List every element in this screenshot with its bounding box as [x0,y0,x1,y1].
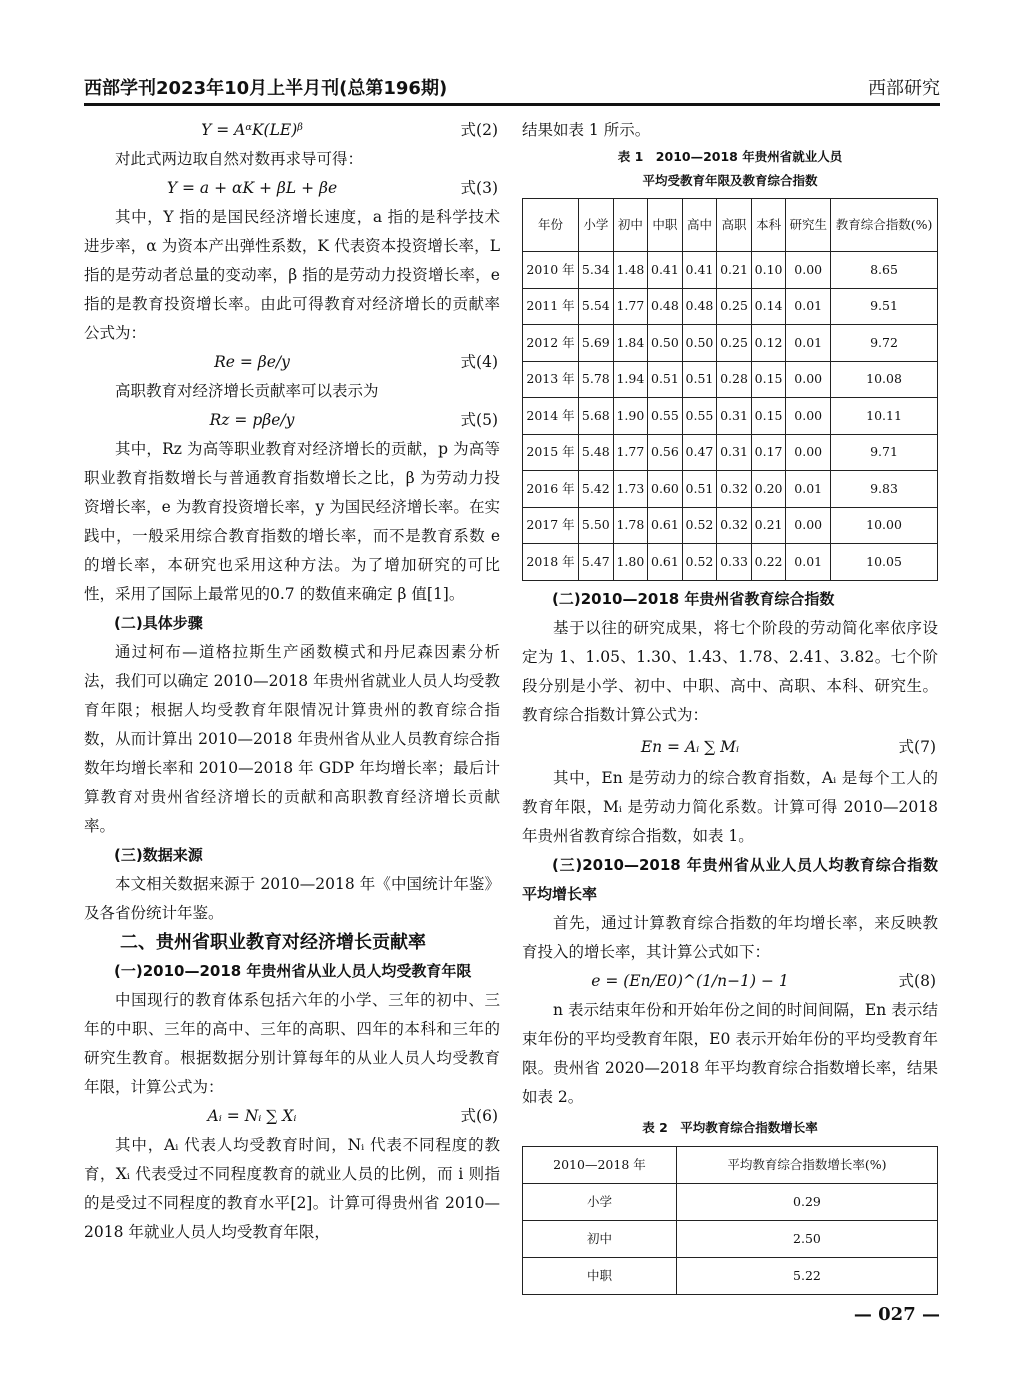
table-cell: 0.00 [786,507,831,544]
table-header-cell: 小学 [579,199,614,252]
table-cell: 0.32 [717,507,752,544]
running-header [84,72,940,102]
table-cell: 0.00 [786,361,831,398]
table-header-cell: 初中 [613,199,648,252]
equation-formula: e = (En/E0)^(1/n−1) − 1 [591,971,789,990]
table-cell: 2018 年 [523,544,579,581]
journal-issue: 西部学刊2023年10月上半月刊(总第196期) [84,78,448,99]
page-number: — 027 — [853,1304,940,1325]
table-cell: 1.80 [613,544,648,581]
section-heading: 二、贵州省职业教育对经济增长贡献率 [120,932,426,953]
table-cell: 0.50 [682,325,717,362]
table-cell: 0.50 [648,325,683,362]
table-cell: 1.48 [613,252,648,289]
equation-formula: Re = βe/y [214,353,290,371]
subsection-heading: (二)具体步骤 [114,614,203,632]
paragraph: 首先，通过计算教育综合指数的年均增长率，来反映教育投入的增长率，其计算公式如下： [522,913,938,961]
table-cell: 1.94 [613,361,648,398]
table-cell: 10.00 [831,507,938,544]
table-cell: 10.11 [831,398,938,435]
table-header-row [523,1146,938,1183]
table-cell: 0.51 [682,361,717,398]
table-cell: 5.42 [579,471,614,508]
table-row [523,1183,938,1220]
equation-7 [522,730,938,764]
table-header-cell: 高职 [717,199,752,252]
table-header-cell: 研究生 [786,199,831,252]
equation-3 [84,174,500,203]
table-cell: 10.08 [831,361,938,398]
table-cell: 9.83 [831,471,938,508]
table-1-caption [522,145,938,193]
table-cell: 0.01 [786,544,831,581]
table-cell: 5.47 [579,544,614,581]
equation-2 [84,116,500,145]
table-cell: 2010 年 [523,252,579,289]
table-cell: 2013 年 [523,361,579,398]
right-column [522,116,938,1295]
table-cell: 5.68 [579,398,614,435]
subsection-heading: (三)2010—2018 年贵州省从业人员人均教育综合指数平均增长率 [522,855,938,903]
paragraph: 通过柯布—道格拉斯生产函数模式和丹尼森因素分析法，我们可以确定 2010—2018 年贵州省就业人员人均受教育年限；根据人均受教育年限情况计算贵州的教育综合指数，从而计算出 2010—2018 年贵州省从业人员教育综合指数年均增长率和 2010—2018 年 GDP 年均增长率；最后计算教育对贵州省经济增长的贡献和高职教育经济增长贡献率。 [84,643,500,835]
equation-number: 式(2) [460,121,498,139]
table-cell: 0.21 [717,252,752,289]
table-cell: 0.21 [751,507,786,544]
header-rule [84,103,940,106]
table-cell: 2015 年 [523,434,579,471]
table-row [523,325,938,362]
table-header-cell: 中职 [648,199,683,252]
table-row [523,1220,938,1257]
subsection-heading: (三)数据来源 [114,846,203,864]
table-cell: 0.00 [786,398,831,435]
table-header-cell: 平均教育综合指数增长率(%) [676,1146,937,1183]
table-cell: 0.55 [648,398,683,435]
table-1-caption-line1: 表 1 2010—2018 年贵州省就业人员 [617,149,843,164]
table-cell: 0.10 [751,252,786,289]
table-cell: 2014 年 [523,398,579,435]
table-cell: 9.51 [831,288,938,325]
table-cell: 1.78 [613,507,648,544]
table-2-caption: 表 2 平均教育综合指数增长率 [642,1119,818,1135]
equation-formula: En = Aᵢ ∑ Mᵢ [640,737,740,756]
paragraph: 基于以往的研究成果，将七个阶段的劳动简化率依序设定为 1、1.05、1.30、1.43、1.78、2.41、3.82。七个阶段分别是小学、初中、中职、高中、高职、本科、研究生。教育综合指数计算公式为： [522,618,938,724]
paragraph: 中国现行的教育体系包括六年的小学、三年的初中、三年的中职、三年的高中、三年的高职、四年的本科和三年的研究生教育。根据数据分别计算每年的从业人员人均受教育年限，计算公式为： [84,991,500,1096]
table-1 [522,198,938,581]
table-header-cell: 2010—2018 年 [523,1146,677,1183]
equation-number: 式(8) [898,971,936,990]
paragraph: 对此式两边取自然对数再求导可得： [115,150,364,168]
equation-number: 式(5) [460,411,498,429]
table-row [523,507,938,544]
table-cell: 0.33 [717,544,752,581]
table-row [523,434,938,471]
equation-number: 式(6) [460,1107,498,1125]
table-cell: 1.77 [613,288,648,325]
equation-number: 式(3) [460,179,498,197]
table-cell: 0.55 [682,398,717,435]
table-cell: 1.84 [613,325,648,362]
table-cell: 0.52 [682,507,717,544]
table-row [523,361,938,398]
paragraph: 本文相关数据来源于 2010—2018 年《中国统计年鉴》及各省份统计年鉴。 [84,875,500,922]
table-cell: 0.41 [682,252,717,289]
equation-formula: Rz = pβe/y [209,411,295,429]
equation-number: 式(7) [898,737,936,756]
table-cell: 0.14 [751,288,786,325]
table-cell: 0.56 [648,434,683,471]
paragraph: 其中，Y 指的是国民经济增长速度，a 指的是科学技术进步率，α 为资本产出弹性系数，K 代表资本投资增长率，L 指的是劳动者总量的变动率，β 指的是劳动力投资增长率，e 指的是教育投资增长率。由此可得教育对经济增长的贡献率公式为： [84,208,500,342]
subsection-heading: (一)2010—2018 年贵州省从业人员人均受教育年限 [114,962,472,980]
table-2 [522,1146,938,1295]
paragraph: 其中，Aᵢ 代表人均受教育时间，Nᵢ 代表不同程度的教育，Xᵢ 代表受过不同程度教育的就业人员的比例，而 i 则指的是受过不同程度的教育水平[2]。计算可得贵州省 2010—2018 年就业人员人均受教育年限， [84,1136,500,1241]
left-column [84,116,500,1247]
equation-number: 式(4) [460,353,498,371]
table-cell: 2012 年 [523,325,579,362]
table-cell: 5.54 [579,288,614,325]
table-cell: 1.73 [613,471,648,508]
table-cell: 5.34 [579,252,614,289]
table-1-caption-line2: 平均受教育年限及教育综合指数 [642,173,818,188]
table-cell: 0.22 [751,544,786,581]
table-header-row [523,199,938,252]
table-cell: 10.05 [831,544,938,581]
table-cell: 9.72 [831,325,938,362]
equation-formula: Y = a + αK + βL + βe [166,179,338,197]
table-cell: 0.41 [648,252,683,289]
table-row [523,471,938,508]
table-cell: 0.32 [717,471,752,508]
table-cell: 0.25 [717,325,752,362]
table-cell: 0.15 [751,398,786,435]
table-cell: 0.28 [717,361,752,398]
paragraph: 高职教育对经济增长贡献率可以表示为 [115,382,379,400]
table-cell: 0.15 [751,361,786,398]
table-cell: 0.31 [717,434,752,471]
table-cell: 5.50 [579,507,614,544]
table-cell: 0.00 [786,252,831,289]
table-cell: 0.51 [648,361,683,398]
equation-8 [522,967,938,996]
table-cell: 0.61 [648,507,683,544]
table-row [523,252,938,289]
section-name: 西部研究 [868,78,940,99]
table-cell: 0.12 [751,325,786,362]
table-cell: 0.17 [751,434,786,471]
table-cell: 1.90 [613,398,648,435]
paragraph: 其中，Rz 为高等职业教育对经济增长的贡献，p 为高等职业教育指数增长与普通教育指数增长之比，β 为劳动力投资增长率，e 为教育投资增长率，y 为国民经济增长率。在实践中，一般采用综合教育指数的增长率，而不是教育系数 e 的增长率，本研究也采用这种方法。为了增加研究的可比性，采用了国际上最常见的0.7 的数值来确定 β 值[1]。 [84,440,500,603]
equation-formula: Y = AᵅK(LE)ᵝ [201,121,303,139]
table-cell: 2017 年 [523,507,579,544]
table-cell: 初中 [523,1220,677,1257]
table-cell: 5.22 [676,1257,937,1294]
subsection-heading: (二)2010—2018 年贵州省教育综合指数 [552,589,835,608]
table-cell: 0.20 [751,471,786,508]
table-cell: 小学 [523,1183,677,1220]
paragraph: 其中，En 是劳动力的综合教育指数，Aᵢ 是每个工人的教育年限，Mᵢ 是劳动力简化系数。计算可得 2010—2018 年贵州省教育综合指数，如表 1。 [522,768,938,845]
table-header-cell: 本科 [751,199,786,252]
table-cell: 5.78 [579,361,614,398]
table-cell: 0.25 [717,288,752,325]
table-cell: 中职 [523,1257,677,1294]
table-cell: 5.48 [579,434,614,471]
paragraph: n 表示结束年份和开始年份之间的时间间隔，En 表示结束年份的平均受教育年限，E0 表示开始年份的平均受教育年限。贵州省 2020—2018 年平均教育综合指数增长率，结果如表 2。 [522,1000,938,1106]
paragraph: 结果如表 1 所示。 [522,121,651,139]
table-cell: 0.29 [676,1183,937,1220]
equation-6 [84,1102,500,1131]
table-cell: 0.60 [648,471,683,508]
table-cell: 8.65 [831,252,938,289]
table-header-cell: 教育综合指数(%) [831,199,938,252]
equation-5 [84,406,500,435]
table-cell: 0.01 [786,325,831,362]
table-cell: 0.31 [717,398,752,435]
table-cell: 0.48 [682,288,717,325]
table-row [523,1257,938,1294]
table-row [523,398,938,435]
table-cell: 0.51 [682,471,717,508]
table-cell: 2011 年 [523,288,579,325]
table-cell: 0.01 [786,471,831,508]
table-cell: 5.69 [579,325,614,362]
table-header-cell: 年份 [523,199,579,252]
table-cell: 9.71 [831,434,938,471]
table-cell: 0.52 [682,544,717,581]
table-cell: 2016 年 [523,471,579,508]
table-cell: 0.48 [648,288,683,325]
table-cell: 0.00 [786,434,831,471]
equation-formula: Aᵢ = Nᵢ ∑ Xᵢ [207,1107,297,1125]
table-row [523,544,938,581]
equation-4 [84,348,500,377]
table-cell: 0.01 [786,288,831,325]
table-cell: 0.61 [648,544,683,581]
table-row [523,288,938,325]
table-header-cell: 高中 [682,199,717,252]
table-cell: 0.47 [682,434,717,471]
table-cell: 1.77 [613,434,648,471]
table-cell: 2.50 [676,1220,937,1257]
